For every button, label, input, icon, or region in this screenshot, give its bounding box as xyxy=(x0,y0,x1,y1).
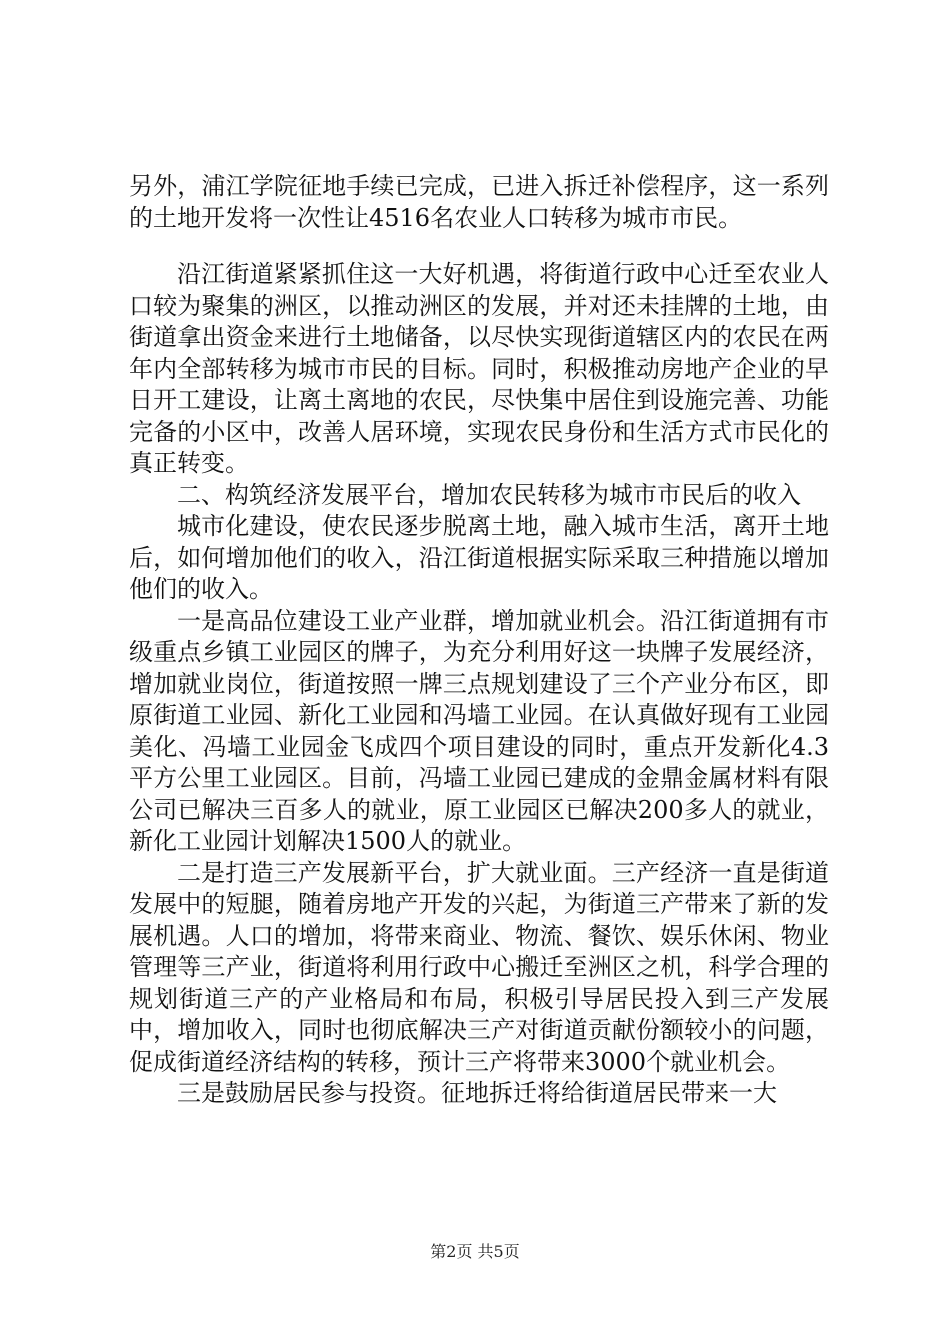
paragraph: 三是鼓励居民参与投资。征地拆迁将给街道居民带来一大 xyxy=(177,1079,777,1107)
paragraph: 一是高品位建设工业产业群，增加就业机会。沿江街道拥有市级重点乡镇工业园区的牌子，为充分利用好这一块牌子发展经济，增加就业岗位，街道按照一牌三点规划建设了三个产业分布区，即原街道工业园、新化工业园和冯墙工业园。在认真做好现有工业园美化、冯墙工业园金飞成四个项目建设的同时，重点开发新化4.3平方公里工业园区。目前，冯墙工业园已建成的金鼎金属材料有限公司已解决三百多人的就业，原工业园区已解决200多人的就业，新化工业园计划解决1500人的就业。 xyxy=(129,606,829,855)
paragraph: 另外，浦江学院征地手续已完成，已进入拆迁补偿程序，这一系列的土地开发将一次性让4516名农业人口转移为城市市民。 xyxy=(129,172,829,232)
section-heading: 二、构筑经济发展平台，增加农民转移为城市市民后的收入 xyxy=(177,480,801,509)
page-number: 第2页 共5页 xyxy=(430,1242,520,1261)
page-footer xyxy=(0,1242,950,1262)
document-body xyxy=(129,171,829,1110)
paragraph: 沿江街道紧紧抓住这一大好机遇，将街道行政中心迁至农业人口较为聚集的洲区，以推动洲区的发展，并对还未挂牌的土地，由街道拿出资金来进行土地储备，以尽快实现街道辖区内的农民在两年内全部转移为城市市民的目标。同时，积极推动房地产企业的早日开工建设，让离土离地的农民，尽快集中居住到设施完善、功能完备的小区中，改善人居环境，实现农民身份和生活方式市民化的真正转变。 xyxy=(129,260,829,477)
paragraph: 城市化建设，使农民逐步脱离土地，融入城市生活，离开土地后，如何增加他们的收入，沿江街道根据实际采取三种措施以增加他们的收入。 xyxy=(129,512,829,603)
paragraph: 二是打造三产发展新平台，扩大就业面。三产经济一直是街道发展中的短腿，随着房地产开发的兴起，为街道三产带来了新的发展机遇。人口的增加，将带来商业、物流、餐饮、娱乐休闲、物业管理等三产业，街道将利用行政中心搬迁至洲区之机，科学合理的规划街道三产的产业格局和布局，积极引导居民投入到三产发展中，增加收入，同时也彻底解决三产对街道贡献份额较小的问题，促成街道经济结构的转移，预计三产将带来3000个就业机会。 xyxy=(129,858,829,1076)
